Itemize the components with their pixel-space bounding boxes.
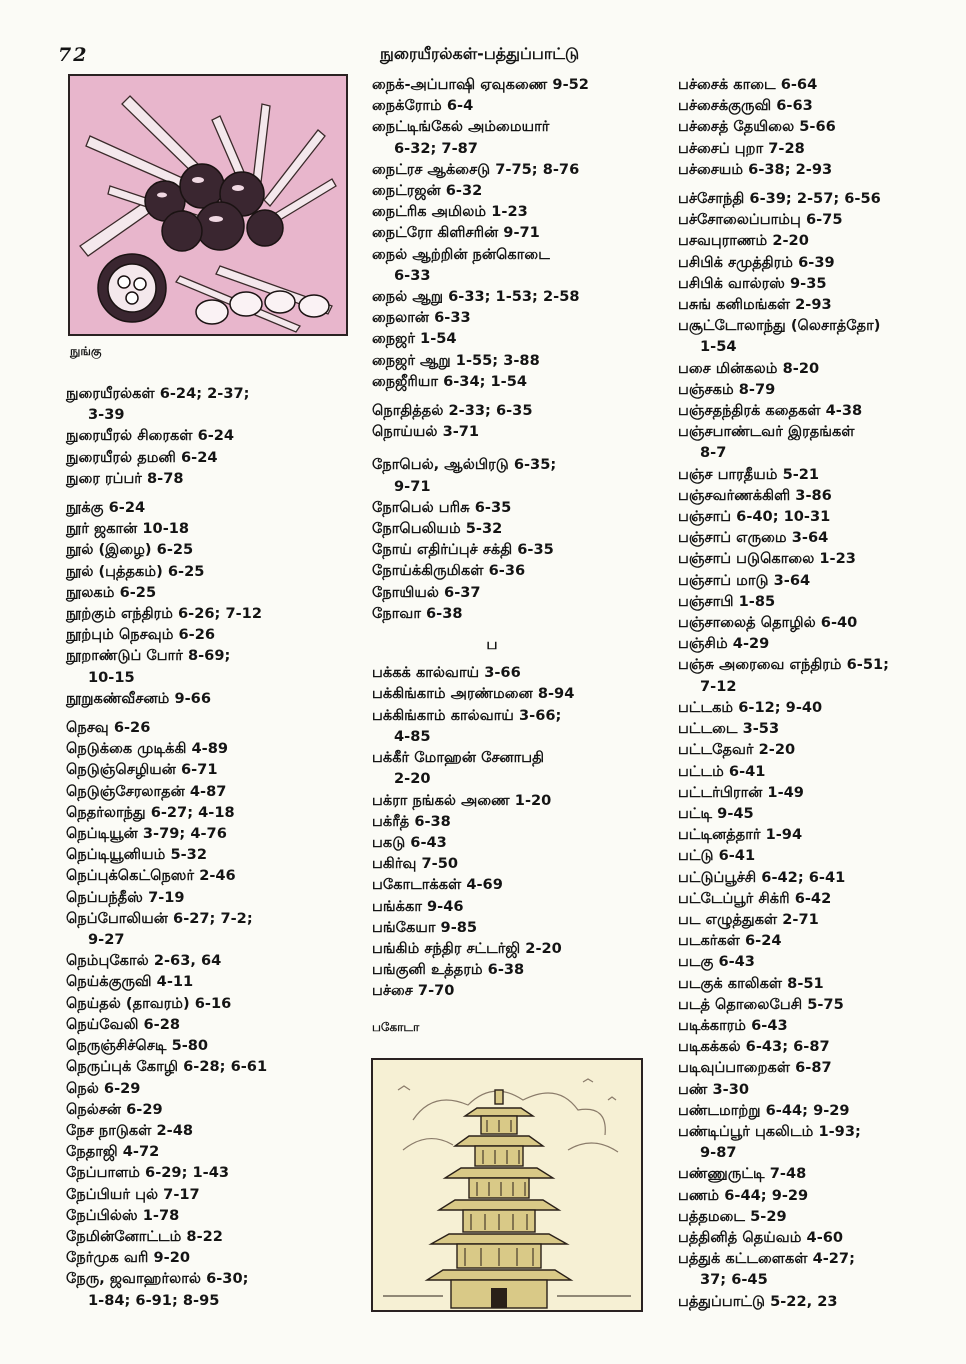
- index-entry: பசூட்டோலாந்து (லெசாத்தோ): [678, 317, 881, 335]
- index-entry: பட்டர்பிரான் 1-49: [678, 783, 804, 801]
- index-entry-continuation: 2-20: [394, 770, 431, 788]
- index-entry: பஞ்ச பாரதீயம் 5-21: [678, 465, 820, 483]
- index-entry: நோய்க்கிருமிகள் 6-36: [372, 562, 526, 580]
- index-entry-continuation: 9-71: [394, 477, 431, 495]
- index-entry: பஞ்சாப் எருமை 3-64: [678, 529, 829, 547]
- index-entry: நொய்யல் 3-71: [372, 423, 480, 441]
- index-entry: பட்டு 6-41: [678, 847, 756, 865]
- index-entry: பச்சோலைப்பாம்பு 6-75: [678, 211, 843, 229]
- index-entry: பண்ணுருட்டி 7-48: [678, 1165, 807, 1183]
- index-entry-continuation: 7-12: [700, 677, 737, 695]
- index-entry: பக்ரீத் 6-38: [372, 812, 451, 830]
- index-entry: நெருப்புக் கோழி 6-28; 6-61: [66, 1058, 268, 1076]
- index-entry: நூறுகண்வீசனம் 9-66: [66, 689, 211, 707]
- index-entry: நைலான் 6-33: [372, 309, 471, 327]
- index-entry: நூறாண்டுப் போர் 8-69;: [66, 647, 231, 665]
- index-entry: பகோடாக்கள் 4-69: [372, 876, 503, 894]
- index-column-1: [66, 383, 366, 1311]
- index-entry: நைட்ரிக அமிலம் 1-23: [372, 203, 528, 221]
- index-entry: பகடு 6-43: [372, 833, 447, 851]
- index-entry: பச்சையம் 6-38; 2-93: [678, 160, 833, 178]
- index-entry: படிவுப்பாறைகள் 6-87: [678, 1059, 832, 1077]
- index-entry: பச்சை 7-70: [372, 982, 455, 1000]
- index-entry: நெடுக்கை முடிக்கி 4-89: [66, 740, 229, 758]
- index-entry: நூற்கும் எந்திரம் 6-26; 7-12: [66, 605, 262, 623]
- index-entry: நெப்புக்கெட்நெஸர் 2-46: [66, 867, 236, 885]
- index-entry: நைக்ரோம் 6-4: [372, 97, 474, 115]
- index-entry: நெப்டியூன் 3-79; 4-76: [66, 825, 227, 843]
- index-entry: பக்கிங்காம் கால்வாய் 3-66;: [372, 706, 562, 724]
- index-entry: பஞ்சு அரைவை எந்திரம் 6-51;: [678, 656, 889, 674]
- index-entry: நைல் ஆற்றின் நன்கொடை: [372, 245, 550, 263]
- index-entry: நெய்தல் (தாவரம்) 6-16: [66, 994, 232, 1012]
- index-column-2: [372, 74, 672, 1002]
- index-entry-continuation: 9-87: [700, 1144, 737, 1162]
- index-entry: பச்சைப் புறா 7-28: [678, 139, 805, 157]
- index-entry: பண்டமாற்று 6-44; 9-29: [678, 1101, 850, 1119]
- index-entry-continuation: 3-39: [88, 406, 125, 424]
- index-entry-continuation: 8-7: [700, 444, 727, 462]
- index-entry: நெருஞ்சிச்செடி 5-80: [66, 1037, 209, 1055]
- index-entry: பசவபுராணம் 2-20: [678, 232, 809, 250]
- index-entry: படகு 6-43: [678, 953, 755, 971]
- index-entry: நெடுஞ்செழியன் 6-71: [66, 761, 218, 779]
- index-entry: நெப்பந்தீஸ் 7-19: [66, 888, 185, 906]
- index-entry: நைஜர் 1-54: [372, 330, 457, 348]
- index-entry: பஞ்சதந்திரக் கதைகள் 4-38: [678, 402, 863, 420]
- index-entry: பஞ்சவர்ணக்கிளி 3-86: [678, 486, 832, 504]
- index-entry-continuation: 6-32; 7-87: [394, 139, 478, 157]
- index-entry: நுரையீரல்கள் 6-24; 2-37;: [66, 385, 250, 402]
- figure-caption: நுங்கு: [70, 344, 102, 358]
- index-entry: நைட்ரச ஆக்சைடு 7-75; 8-76: [372, 160, 580, 178]
- index-entry: நேர்முக வரி 9-20: [66, 1249, 191, 1267]
- index-entry: பக்ரா நங்கல் அணை 1-20: [372, 791, 552, 809]
- index-entry: பத்தினித் தெய்வம் 4-60: [678, 1228, 844, 1246]
- index-entry: பக்கிங்காம் அரண்மனை 8-94: [372, 685, 575, 703]
- index-entry: பட்டி 9-45: [678, 804, 754, 822]
- index-entry: பட்டம் 6-41: [678, 762, 766, 780]
- index-entry: நேப்பாளம் 6-29; 1-43: [66, 1164, 230, 1182]
- index-entry: நைட்ரஜன் 6-32: [372, 182, 483, 200]
- index-entry: நைல் ஆறு 6-33; 1-53; 2-58: [372, 288, 580, 306]
- index-entry: பட்டேப்பூர் சிக்ரி 6-42: [678, 889, 832, 907]
- index-entry: பஞ்சாலைத் தொழில் 6-40: [678, 614, 858, 632]
- index-entry: நோபெல் பரிசு 6-35: [372, 498, 512, 516]
- index-entry: நெல்சன் 6-29: [66, 1100, 163, 1118]
- index-entry: பசை மின்கலம் 8-20: [678, 359, 820, 377]
- index-entry: பச்சைக்குருவி 6-63: [678, 97, 813, 115]
- index-entry: படத் தொலைபேசி 5-75: [678, 995, 844, 1013]
- index-entry: நோவா 6-38: [372, 604, 463, 622]
- index-entry: படகர்கள் 6-24: [678, 932, 782, 950]
- index-entry: பண்டிப்பூர் புகலிடம் 1-93;: [678, 1122, 861, 1140]
- section-letter: ப: [486, 635, 498, 654]
- index-entry: நுரையீரல் தமனி 6-24: [66, 448, 218, 466]
- index-entry-continuation: 6-33: [394, 266, 431, 284]
- index-entry: நோய் எதிர்ப்புச் சக்தி 6-35: [372, 541, 554, 559]
- index-entry-continuation: 37; 6-45: [700, 1271, 768, 1289]
- index-entry: நேப்பில்ஸ் 1-78: [66, 1206, 180, 1224]
- index-entry: பசிபிக் சமுத்திரம் 6-39: [678, 253, 835, 271]
- index-entry: நெம்புகோல் 2-63, 64: [66, 952, 222, 970]
- index-entry-continuation: 1-84; 6-91; 8-95: [88, 1291, 220, 1309]
- index-entry: நொதித்தல் 2-33; 6-35: [372, 402, 533, 420]
- index-entry-continuation: 4-85: [394, 727, 431, 745]
- running-header: நுரையீரல்கள்-பத்துப்பாட்டு: [380, 44, 580, 63]
- index-entry: பங்குனி உத்தரம் 6-38: [372, 961, 525, 979]
- index-entry: பத்துக் கட்டளைகள் 4-27;: [678, 1250, 855, 1268]
- index-entry: நுரையீரல் சிரைகள் 6-24: [66, 427, 235, 445]
- index-entry: பச்சைக் காடை 6-64: [678, 76, 818, 93]
- index-column-3: [678, 74, 963, 1312]
- index-entry: பணம் 6-44; 9-29: [678, 1186, 809, 1204]
- index-entry: நூலகம் 6-25: [66, 583, 157, 601]
- index-entry: நெப்டியூனியம் 5-32: [66, 846, 207, 864]
- index-entry: நூக்கு 6-24: [66, 499, 146, 517]
- index-entry: நூற்பும் நெசவும் 6-26: [66, 626, 216, 644]
- palmyra-fruit-illustration: [68, 74, 348, 336]
- index-entry: பத்தமடை 5-29: [678, 1207, 787, 1225]
- index-entry: நெடுஞ்சேரலாதன் 4-87: [66, 782, 227, 800]
- index-entry: நெல் 6-29: [66, 1079, 141, 1097]
- index-entry: நுரை ரப்பர் 8-78: [66, 469, 184, 487]
- index-entry: நைட்ரோ கிளிசரின் 9-71: [372, 224, 540, 242]
- index-entry: பகிர்வு 7-50: [372, 855, 459, 873]
- index-entry: பஞ்சாப் 6-40; 10-31: [678, 508, 831, 526]
- index-entry: நோபெலியம் 5-32: [372, 520, 503, 538]
- index-entry: பத்துப்பாட்டு 5-22, 23: [678, 1292, 838, 1310]
- index-entry: படகுக் காலிகள் 8-51: [678, 974, 824, 992]
- index-entry: நெப்போலியன் 6-27; 7-2;: [66, 909, 253, 927]
- index-entry: நெய்க்குருவி 4-11: [66, 973, 194, 991]
- index-entry: பட்டகம் 6-12; 9-40: [678, 698, 823, 716]
- index-entry-continuation: 10-15: [88, 668, 135, 686]
- index-entry: நேச நாடுகள் 2-48: [66, 1121, 194, 1139]
- index-entry: நேமின்னோட்டம் 8-22: [66, 1227, 223, 1245]
- index-entry: நோயியல் 6-37: [372, 583, 481, 601]
- index-entry: பச்சோந்தி 6-39; 2-57; 6-56: [678, 190, 881, 208]
- index-entry: நைட்டிங்கேல் அம்மையார்: [372, 118, 550, 136]
- index-entry: படிக்காரம் 6-43: [678, 1016, 788, 1034]
- index-entry: பட எழுத்துகள் 2-71: [678, 910, 819, 928]
- index-entry: பட்டினத்தார் 1-94: [678, 826, 803, 844]
- index-entry: பசிபிக் வால்ரஸ் 9-35: [678, 274, 827, 292]
- index-entry: பஞ்சாப் மாடு 3-64: [678, 571, 811, 589]
- index-entry: நைக்-அப்பாஷி ஏவுகணை 9-52: [372, 76, 589, 93]
- figure-caption: பகோடா: [372, 1020, 420, 1034]
- index-entry: பங்கிம் சந்திர சட்டர்ஜி 2-20: [372, 939, 562, 957]
- index-entry: நூல் (புத்தகம்) 6-25: [66, 562, 205, 580]
- pagoda-illustration: [371, 1058, 643, 1312]
- index-entry: நேப்பியர் புல் 7-17: [66, 1185, 200, 1203]
- index-entry: நெய்வேலி 6-28: [66, 1015, 181, 1033]
- index-entry: பங்க்கா 9-46: [372, 897, 464, 915]
- page-number: 72: [58, 44, 89, 66]
- index-entry: பக்கீர் மோஹன் சேனாபதி: [372, 749, 545, 767]
- index-entry: பஞ்சபாண்டவர் இரதங்கள்: [678, 423, 855, 441]
- index-entry: பஞ்சாபி 1-85: [678, 592, 776, 610]
- index-entry: பஞ்சாப் படுகொலை 1-23: [678, 550, 856, 568]
- index-entry-continuation: 1-54: [700, 338, 737, 356]
- index-entry: நெசவு 6-26: [66, 719, 151, 737]
- index-entry: படிகக்கல் 6-43; 6-87: [678, 1038, 830, 1056]
- index-entry: நைஜர் ஆறு 1-55; 3-88: [372, 351, 540, 369]
- index-entry: பட்டடை 3-53: [678, 720, 780, 738]
- index-entry: நோபெல், ஆல்பிரடு 6-35;: [372, 456, 557, 474]
- index-entry: நைஜீரியா 6-34; 1-54: [372, 372, 528, 390]
- index-entry: நெதர்லாந்து 6-27; 4-18: [66, 803, 235, 821]
- index-entry: பட்டதேவர் 2-20: [678, 741, 796, 759]
- index-entry-continuation: 9-27: [88, 931, 125, 949]
- index-entry: பங்கேயா 9-85: [372, 918, 478, 936]
- index-entry: நூர் ஜகான் 10-18: [66, 520, 190, 538]
- index-entry: பசுங் கனிமங்கள் 2-93: [678, 296, 832, 314]
- index-entry: பண் 3-30: [678, 1080, 750, 1098]
- index-entry: நேதாஜி 4-72: [66, 1143, 160, 1161]
- index-entry: நேரு, ஜவாஹர்லால் 6-30;: [66, 1270, 249, 1288]
- index-entry: பட்டுப்பூச்சி 6-42; 6-41: [678, 868, 846, 886]
- index-entry: பச்சைத் தேயிலை 5-66: [678, 118, 836, 136]
- index-entry: பக்கக் கால்வாய் 3-66: [372, 664, 521, 682]
- index-entry: நூல் (இழை) 6-25: [66, 541, 194, 559]
- index-entry: பஞ்சகம் 8-79: [678, 380, 776, 398]
- index-entry: பஞ்சிம் 4-29: [678, 635, 770, 653]
